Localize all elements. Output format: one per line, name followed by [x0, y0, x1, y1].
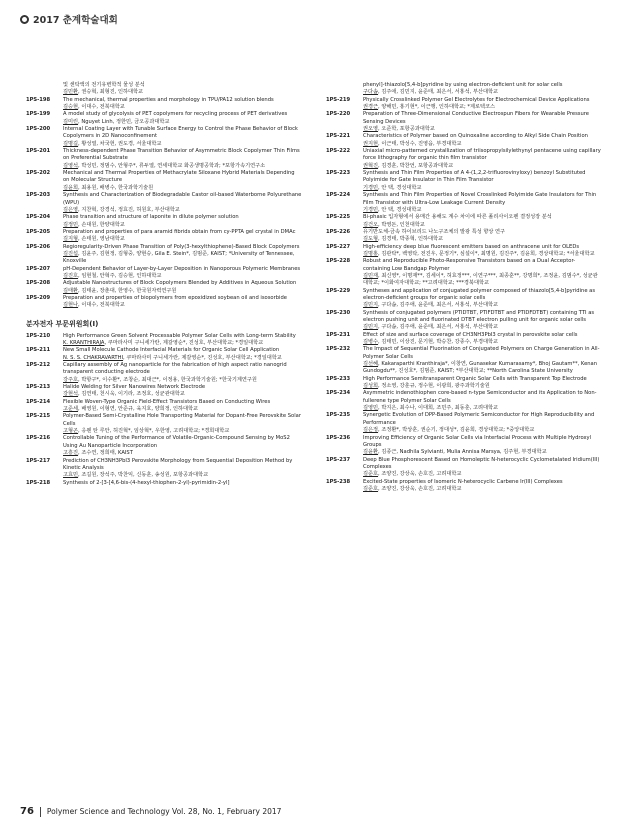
presenter-name: 김은영 — [63, 206, 79, 213]
entry-authors — [63, 428, 302, 435]
presenter-name: 김민지 — [363, 302, 379, 309]
presenter-name: 김명홍 — [363, 250, 379, 257]
author-list: , 쿠마라사미 구니세가란, 제갈영순*, 진성호, 부산대학교; *경일대학교 — [123, 354, 282, 361]
author-list: , 구다솜, 김주애, 윤준태, 최은서, 서홍석, 부산대학교 — [378, 324, 499, 331]
author-list: , 김경태, 박종혁, 인하대학교 — [378, 236, 444, 243]
entry-code — [326, 82, 363, 97]
entry-code: 1PS-216 — [26, 435, 51, 442]
entry-code: 1PS-232 — [326, 346, 351, 353]
abstract-entry — [326, 111, 602, 133]
entry-title: New Small Molecule Cathode Interfacial Materials for Organic Solar Cell Application — [63, 347, 280, 354]
author-list: , Kakaraparthi Kranthiraja*, 이창연, Gunasekar Kumarasamy*, Bhoj Gautam**, Kenan Gundogdu**, 진성호*, 김범준, KAIST; *부산대학교; **North Carolina State University — [363, 361, 598, 375]
left-column — [26, 82, 302, 487]
section-title: 분자전자 부문위원회(I) — [26, 319, 99, 328]
author-list: , 조양진, 강상욱, 손호진, 고려대학교 — [378, 485, 462, 492]
abstract-entry — [326, 214, 602, 229]
right-column — [326, 82, 602, 493]
circle-bullet-icon — [20, 15, 29, 24]
entry-authors — [63, 406, 302, 413]
journal-info: Polymer Science and Technology Vol. 28, No. 1, February 2017 — [46, 807, 282, 816]
entry-code: 1PS-208 — [26, 280, 51, 287]
page-number: 76 — [20, 806, 34, 817]
entry-code: 1PS-211 — [26, 347, 51, 354]
abstract-entry — [326, 244, 602, 259]
author-list: , 박성민, 정범수, 안형주*, 류두열, 연세대학교 화공생명공학과; *포항가속기연구소 — [78, 162, 266, 169]
entry-title: Phase transition and structure of laponite in dilute polymer solution — [63, 214, 239, 221]
presenter-name: 김건오 — [363, 221, 379, 228]
entry-title: Preparation of Three-Dimensional Conductive Electrospun Fibers for Wearable Pressure Sensing Devices — [363, 111, 589, 125]
abstract-entry — [26, 362, 302, 384]
author-list: , 안 택, 경성대학교 — [378, 184, 422, 191]
entry-title: Physically Crosslinked Polymer Gel Electrolytes for Electrochemical Device Applications — [363, 96, 590, 103]
entry-code: 1PS-236 — [326, 434, 351, 441]
entry-code: 1PS-223 — [326, 170, 351, 177]
entry-authors — [63, 472, 302, 479]
entry-code: 1PS-222 — [326, 148, 351, 155]
abstract-entry — [326, 288, 602, 310]
author-list: , 박지은, 최수나, 이대희, 조민주, 최동훈, 고려대학교 — [378, 405, 499, 412]
entry-code: 1PS-221 — [326, 133, 351, 140]
entry-title: Halide Welding for Silver Nanowires Network Electrode — [63, 384, 206, 391]
entry-code: 1PS-212 — [26, 362, 51, 369]
presenter-name: 김영석 — [63, 162, 79, 169]
presenter-name: 김진호 — [63, 272, 79, 279]
presenter-name: 김태환 — [63, 287, 79, 294]
presenter-name: 김민환 — [63, 89, 79, 96]
entry-title: Asymmetric indenothiophen core-based n-type Semiconductor and its Application to Non-fullerene type Polymer Solar Cells — [363, 390, 597, 404]
entry-code: 1PS-235 — [326, 412, 351, 419]
entry-code: 1PS-218 — [26, 479, 51, 486]
entry-code: 1PS-213 — [26, 384, 51, 391]
presenter-name: 구다솜 — [363, 89, 379, 96]
entry-authors — [63, 104, 302, 111]
abstract-entry — [26, 280, 302, 295]
entry-code: 1PS-225 — [326, 214, 351, 221]
entry-authors — [363, 185, 602, 192]
entry-authors — [63, 302, 302, 309]
entry-code: 1PS-201 — [26, 148, 51, 155]
entry-authors — [63, 377, 302, 384]
abstract-entry — [326, 258, 602, 287]
entry-authors — [363, 104, 602, 111]
entry-code: 1PS-226 — [326, 228, 351, 235]
author-list: , 조수연, 정희태, KAIST — [78, 450, 133, 457]
author-list: , 김태윤, 장춘대, 한영수, 한국원자력연구원 — [78, 287, 177, 294]
entry-title: Polymer-Based Semi-Crystalline Hole Transporting Material for Dopant-Free Perovskite Solar Cells — [63, 413, 301, 427]
abstract-entry — [326, 229, 602, 244]
presenter-name: 김정민 — [63, 221, 79, 228]
presenter-name: 김준호 — [363, 485, 379, 492]
entry-title: Preparation and properties of para aramid fibrids obtain from cy-PPTA gel crystal in DMAc — [63, 228, 296, 235]
abstract-entry — [326, 82, 602, 97]
abstract-entry — [26, 458, 302, 480]
entry-authors — [363, 89, 602, 96]
entry-authors — [63, 207, 302, 214]
presenter-name: 김윤희 — [63, 184, 79, 191]
author-list: , 배영원, 이형연, 안준규, 육지호, 양희정, 인하대학교 — [78, 406, 199, 413]
entry-authors — [363, 383, 602, 390]
presenter-name: 김지형 — [63, 236, 79, 243]
entry-authors — [363, 449, 602, 456]
entry-title: Preparation and properties of biopolymers from epoxidized soybean oil and isosorbide — [63, 294, 287, 301]
abstract-entry — [26, 244, 302, 266]
presenter-name: 김미린 — [63, 118, 79, 125]
entry-authors — [63, 185, 302, 192]
presenter-name: 고효민 — [63, 472, 79, 479]
abstract-entry — [26, 148, 302, 170]
entry-code: 1PS-224 — [326, 192, 351, 199]
entry-code: 1PS-227 — [326, 243, 351, 250]
entry-authors — [363, 302, 602, 309]
presenter-name: 고형곤 — [63, 428, 79, 435]
entry-authors — [363, 427, 602, 434]
entry-code: 1PS-205 — [26, 228, 51, 235]
entry-authors — [363, 222, 602, 229]
entry-title: Synthesis and Thin Film Properties of Novel Crosslinked Polyimide Gate Insulators for Thin Film Transistor with Ultra-Low Leakage Current Density — [363, 192, 597, 206]
abstract-entry — [326, 390, 602, 412]
entry-title: High Performance Green Solvent Processable Polymer Solar Cells with Long-term Stability — [63, 332, 296, 339]
presenter-name: 김성희 — [363, 383, 379, 390]
author-list: , 권승혁, 최형진, 인하대학교 — [78, 89, 144, 96]
author-list: , 조정환*, 박상훈, 권순기, 정대성*, 김윤희, 경상대학교; *중앙대학교 — [378, 427, 535, 434]
author-list: , 쿠마라사미 구니세가란, 제갈영순*, 진성호, 부산대학교; *경일대학교 — [104, 340, 264, 346]
header-title: 2017 춘계학술대회 — [33, 15, 118, 26]
presenter-name: 권오영 — [363, 126, 379, 133]
entry-title: Effect of size and surface coverage of CH3NH3PbI3 crystal in perovskite solar cells — [363, 331, 578, 338]
entry-title: Uniaxial micro-patterned crystallization of triisopropylsilylethynyl pentacene using capillary force lithography for organic thin film transistor — [363, 148, 601, 162]
entry-title: Regioregularity-Driven Phase Transition of Poly(3-hexylthiophene)-Based Block Copolymers — [63, 243, 300, 250]
entry-code: 1PS-202 — [26, 170, 51, 177]
entry-authors — [63, 119, 302, 126]
entry-authors — [63, 273, 302, 280]
author-list: , 김연태, 천시욱, 이기라, 조정호, 성균관대학교 — [78, 391, 185, 398]
entry-authors — [363, 273, 602, 288]
abstract-entry — [26, 126, 302, 148]
abstract-entry — [326, 346, 602, 375]
page-header — [20, 12, 118, 26]
presenter-name: 김진섭 — [63, 250, 79, 257]
presenter-name: 김민재 — [363, 272, 379, 279]
entry-title: Adjustable Nanostructures of Block Copolymers Blended by Additives in Aqueous Solution — [63, 280, 297, 287]
entry-authors — [363, 405, 602, 412]
presenter-name: 기경민 — [363, 206, 379, 213]
presenter-name: 김영민 — [363, 405, 379, 412]
presenter-name: 강주호 — [63, 376, 79, 383]
abstract-entry — [326, 192, 602, 214]
abstract-entry — [26, 480, 302, 487]
entry-code: 1PS-219 — [326, 96, 351, 103]
entry-code: 1PS-210 — [26, 332, 51, 339]
entry-code: 1PS-206 — [26, 243, 51, 250]
entry-authors — [63, 450, 302, 457]
entry-title: Prediction of CH3NH3PbI3 Perovskite Morphology from Sequential Deposition Method by Kinetic Analysis — [63, 457, 293, 471]
abstract-entry — [26, 82, 302, 97]
entry-code: 1PS-230 — [326, 309, 351, 316]
author-list: , 손태원, 영남대학교 — [78, 236, 125, 243]
entry-title: Bi-phasic 입자형에서 용매간 용해도 계수 차이에 따른 폴리사이오펜 결정성장 분석 — [363, 214, 552, 221]
entry-title: Synthesis of conjugated polymers (PTIDTBT, PTIFDTBT and PTIDFDTBT) containing TTI as electron pushing unit and fluorinated DTBT electron pulling unit for organic solar cells — [363, 309, 595, 323]
author-list: , 김경훈, 박찬언, 포항공과대학교 — [378, 162, 454, 169]
presenter-name: 권지현 — [363, 140, 379, 147]
entry-title: Controllable Tuning of the Performance of Volatile-Organic-Compound Sensing by MoS2 Using Au Nanoparticle Incorporation — [63, 435, 290, 449]
entry-authors — [63, 222, 302, 229]
author-list: , 김주애, 김민지, 윤준태, 최은서, 서홍석, 부산대학교 — [378, 89, 499, 96]
entry-authors — [63, 141, 302, 148]
abstract-entry — [26, 170, 302, 192]
presenter-name: 고흥진 — [63, 450, 79, 457]
entry-code: 1PS-204 — [26, 214, 51, 221]
entry-title: Synthesis and Thin Film Properties of A 4-(1,2,2-trifluorovinyloxy) benzoyl Substituted Polyimide for Gate Insulator in Thin Film Transistor — [363, 170, 586, 184]
abstract-entry — [26, 111, 302, 126]
entry-code: 1PS-237 — [326, 456, 351, 463]
abstract-entry — [26, 347, 302, 362]
abstract-entry — [26, 229, 302, 244]
footer-divider — [40, 807, 41, 817]
author-list: , 임현철, 안혁주, 김승현, 인하대학교 — [78, 272, 162, 279]
presenter-name: 김승현 — [63, 104, 79, 111]
entry-code: 1PS-234 — [326, 390, 351, 397]
presenter-name: 강현석 — [63, 391, 79, 398]
author-list: , 응웬 탄 루안, 허진혁*, 임상혁*, 우한영, 고려대학교; *경희대학교 — [78, 428, 230, 435]
entry-title: A model study of glycolysis of PET copolymers for recycling process of PET derivatives — [63, 111, 288, 118]
entry-authors — [363, 126, 602, 133]
author-list: , 조양진, 강상욱, 손호진, 고려대학교 — [378, 471, 462, 478]
author-list: , 오준학, 포항공과대학교 — [378, 126, 435, 133]
entry-authors — [63, 355, 302, 362]
entry-authors — [63, 236, 302, 243]
entry-authors — [363, 339, 602, 346]
entry-code: 1PS-199 — [26, 111, 51, 118]
entry-authors — [63, 391, 302, 398]
entry-authors — [63, 89, 302, 96]
entry-title: The mechanical, thermal properties and morphology in TPU/PA12 solution blends — [63, 96, 274, 103]
presenter-name: 고준세 — [63, 406, 79, 413]
abstract-entry — [26, 413, 302, 435]
presenter-name: 기경민 — [363, 184, 379, 191]
entry-title: Excited-State properties of Isomeric N-heterocyclic Carbene Ir(III) Complexes — [363, 478, 563, 485]
entry-title: Improving Efficiency of Organic Solar Cells via Interfacial Process with Multiple Hydroxyl Groups — [363, 434, 592, 448]
entry-code: 1PS-207 — [26, 265, 51, 272]
entry-title: Synthesis of 2-[3-[4,6-bis-(4-hexyl-thiophen-2-yl)-pyrimidin-2-yl] — [63, 479, 230, 486]
entry-code: 1PS-214 — [26, 398, 51, 405]
abstract-entry — [26, 192, 302, 214]
entry-title: Robust and Reproducible Photo-Responsive Transistors based on a Dual Acceptor-containing Low Bandgap Polymer — [363, 258, 576, 272]
presenter-name: K. KRANTHIRAJA — [63, 340, 105, 346]
entry-title: High Performance Semitransparent Organic Solar Cells with Transparent Top Electrode — [363, 375, 587, 382]
author-list: , 손대원, 한양대학교 — [78, 221, 125, 228]
author-list: , 양해민, 홍기현*, 이근행, 인하대학교; *제로텍코스 — [378, 104, 496, 111]
entry-code: 1PS-203 — [26, 192, 51, 199]
presenter-name: 김병수 — [363, 339, 379, 346]
entry-authors — [363, 163, 602, 170]
entry-code: 1PS-198 — [26, 96, 51, 103]
abstract-entry — [26, 266, 302, 281]
presenter-name: 김준호 — [363, 471, 379, 478]
entry-code: 1PS-233 — [326, 375, 351, 382]
author-list: , 이근태, 박성수, 진영읍, 부경대학교 — [378, 140, 462, 147]
author-list: , 안 택, 경성대학교 — [378, 206, 422, 213]
entry-authors — [363, 361, 602, 376]
abstract-entry — [326, 376, 602, 391]
entry-title: Syntheses and application of conjugated polymer composed of thiazolo[5,4-b]pyridine as electron-deficient groups for organic solar cells — [363, 287, 596, 301]
author-list: , 김종근, Nadhila Sylvianti, Mulia Annisa Marsya, 김주현, 부경대학교 — [378, 449, 547, 456]
entry-authors — [363, 251, 602, 258]
entry-title: Deep Blue Phosphorescent Based on Homoleptic N-heterocyclic Cyclometalated Iridium(III) Complexes — [363, 456, 600, 470]
abstract-entry — [326, 310, 602, 332]
abstract-entry — [26, 295, 302, 310]
author-list: , 박항구*, 이수환*, 조창순, 최대근*, 이정용, 한국과학기술원; *한국기계연구원 — [78, 376, 257, 383]
abstract-entry — [26, 384, 302, 399]
presenter-name: 김현나 — [63, 302, 79, 309]
entry-title: 유기반도체-금속 하이브리드 나노구조체의 발광 특성 향상 연구 — [363, 228, 506, 235]
entry-title: The Impact of Sequential Fluorination of Conjugated Polymers on Charge Generation in All-Polymer Solar Cells — [363, 346, 600, 360]
entry-code: 1PS-228 — [326, 258, 351, 265]
entry-code: 1PS-200 — [26, 126, 51, 133]
abstract-entry — [26, 435, 302, 457]
entry-title: pH-Dependent Behavior of Layer-by-Layer Deposition in Nanoporous Polymeric Membranes — [63, 265, 301, 272]
abstract-entry — [326, 97, 602, 112]
entry-title: 및 센탁액의 전기유변학적 물성 분석 — [63, 82, 145, 88]
abstract-entry — [26, 214, 302, 229]
entry-authors — [363, 324, 602, 331]
entry-code — [26, 82, 63, 97]
author-list: , 김관탁*, 백영탁, 전진우, 문정기*, 심설이*, 최명원, 김진주*, 김윤희, 경상대학교; *서울대학교 — [378, 250, 595, 257]
abstract-entry — [26, 333, 302, 348]
entry-authors — [63, 288, 302, 295]
entry-authors — [63, 340, 302, 347]
author-list: , 최용원, 배병수, 한국과학기술원 — [78, 184, 154, 191]
entry-authors — [363, 236, 602, 243]
presenter-name: 권경근 — [363, 104, 379, 111]
abstract-entry — [26, 399, 302, 414]
entry-title: Internal Coating Layer with Tunable Surface Energy to Control the Phase Behavior of Block Copolymers in 2D Nanoconfinement — [63, 126, 298, 140]
abstract-entry — [326, 148, 602, 170]
presenter-name: 김윤환 — [363, 449, 379, 456]
entry-code: 1PS-238 — [326, 478, 351, 485]
presenter-name: 김민지 — [363, 324, 379, 331]
abstract-entry — [326, 435, 602, 457]
presenter-name: 김선혜 — [363, 361, 379, 368]
entry-title: Capillary assembly of Ag nanoparticle for the fabrication of high aspect ratio nanogrid transparent conducting electrode — [63, 362, 287, 376]
entry-title: phenyl]-thiazolo[5,4-b]pyridine by using electron-deficient unit for solar cells — [363, 82, 563, 88]
presenter-name: 김은정 — [363, 427, 379, 434]
abstract-entry — [326, 412, 602, 434]
author-list: , 김윤주, 김현정, 김형중, 양현승, Gila E. Stein*, 김범준, KAIST; *University of Tennessee, Knoxville — [63, 250, 295, 265]
abstract-entry — [326, 170, 602, 192]
entry-authors — [363, 486, 602, 493]
abstract-entry — [326, 133, 602, 148]
entry-authors — [63, 163, 302, 170]
author-list: , 이대수, 전북대학교 — [78, 104, 125, 111]
entry-title: Characteristics of Polymer based on Quinoxaline according to Alkyl Side Chain Position — [363, 133, 588, 140]
presenter-name: 권혁진 — [363, 162, 379, 169]
author-list: , Nguyet Linh, 정한민, 금오공과대학교 — [78, 118, 170, 125]
author-list: , 정소영, 강훈규, 정수현, 이광희, 광주과학기술원 — [378, 383, 490, 390]
entry-code: 1PS-220 — [326, 111, 351, 118]
entry-authors — [363, 141, 602, 148]
presenter-name: 김명길 — [63, 140, 79, 147]
entry-code: 1PS-229 — [326, 287, 351, 294]
entry-code: 1PS-231 — [326, 331, 351, 338]
page-footer — [20, 806, 281, 817]
author-list: , 김태민, 이상진, 문기현, 박승찬, 강종수, 부경대학교 — [378, 339, 499, 346]
author-list: , 구다솜, 김주애, 윤준태, 최은서, 서홍석, 부산대학교 — [378, 302, 499, 309]
entry-title: High-efficiency deep blue fluorescent emitters based on anthracene unit for OLEDs — [363, 243, 580, 250]
author-list: , 이대수, 전북대학교 — [78, 302, 125, 309]
entry-code: 1PS-215 — [26, 413, 51, 420]
presenter-name: N. S. S. CHAKRAVARTHI — [63, 354, 124, 361]
entry-authors — [63, 251, 302, 266]
entry-authors — [363, 471, 602, 478]
author-list: , 황성열, 차국헌, 권도경, 서울대학교 — [78, 140, 162, 147]
author-list: , 지찬혁, 강경석, 정효진, 허원호, 부산대학교 — [78, 206, 180, 213]
entry-code: 1PS-217 — [26, 457, 51, 464]
abstract-entry — [326, 479, 602, 494]
entry-title: Mechanical and Thermal Properties of Methacrylate Siloxane Hybrid Materials Depending on Molecular Structure — [63, 170, 295, 184]
entry-title: Thickness-dependent Phase Transition Behavior of Asymmetric Block Copolymer Thin Films on Preferential Substrate — [63, 148, 300, 162]
abstract-entry — [26, 97, 302, 112]
presenter-name: 김도형 — [363, 236, 379, 243]
entry-code: 1PS-209 — [26, 294, 51, 301]
entry-title: Synergetic Evolution of DPP-Based Polymeric Semiconductor for High Reproducibility and Performance — [363, 412, 595, 426]
abstract-entry — [326, 457, 602, 479]
entry-title: Flexible Woven-Type Organic Field-Effect Transistors Based on Conducting Wires — [63, 398, 271, 405]
author-list: , 박영돈, 인천대학교 — [378, 221, 425, 228]
author-list: , 조길원, 장석주, 박찬익, 신동훈, 송성원, 포항공과대학교 — [78, 472, 209, 479]
abstract-entry — [326, 332, 602, 347]
author-list: , 최신영*, 이명재**, 김세이*, 허효정***, 이연구***, 최종훈**, 강명희*, 조정윤, 김범수*, 성균관대학교; *이화여자대학교; **고려대학교; ***경북대학교 — [363, 272, 598, 287]
entry-title: Synthesis and Characterization of Biodegradable Castor oil-based Waterborne Polyurethane (WPU) — [63, 192, 302, 206]
